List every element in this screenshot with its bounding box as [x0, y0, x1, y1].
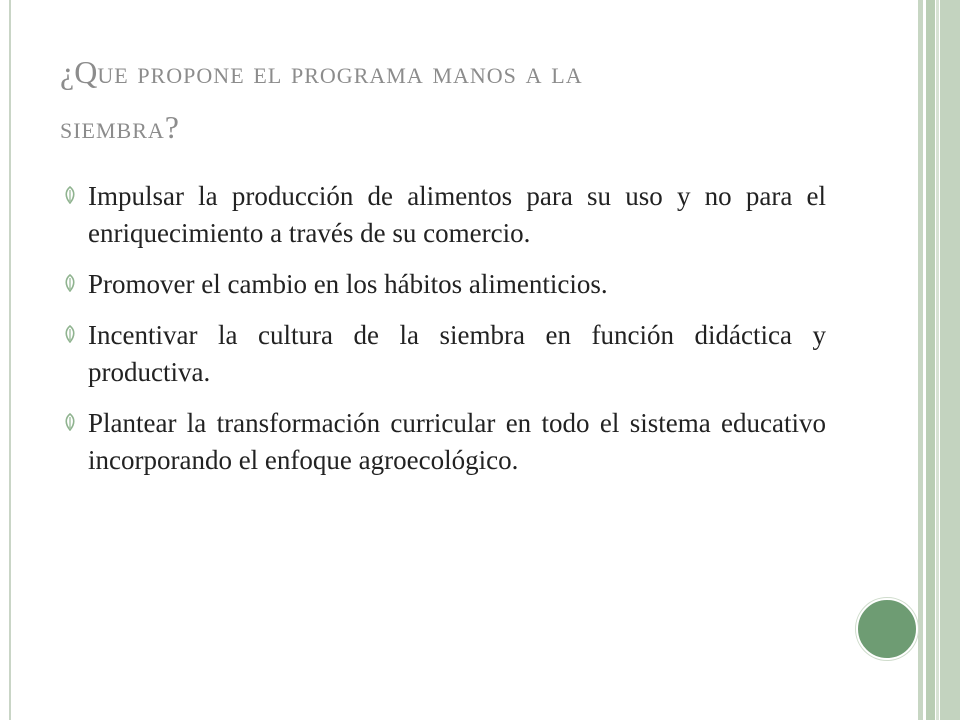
title-line2: siembra [60, 110, 165, 145]
leaf-bullet-icon [63, 413, 77, 431]
list-item [60, 266, 826, 303]
list-item [60, 405, 826, 479]
bullet-text: Plantear la transformación curricular en todo el sistema educativo incorporando el enfoque agroecológico. [88, 408, 826, 475]
leaf-bullet-icon [63, 274, 77, 292]
slide-title [60, 48, 860, 158]
decorative-stripe [926, 0, 935, 720]
decorative-stripe [918, 0, 923, 720]
list-item [60, 178, 826, 252]
left-border-line [9, 0, 11, 720]
bullet-text: Incentivar la cultura de la siembra en función didáctica y productiva. [88, 320, 826, 387]
title-initial: ¿Q [60, 54, 98, 90]
decorative-stripe [940, 0, 960, 720]
leaf-bullet-icon [63, 186, 77, 204]
bullet-text: Promover el cambio en los hábitos alimenticios. [88, 269, 608, 299]
leaf-bullet-icon [63, 325, 77, 343]
decorative-circle [856, 598, 918, 660]
list-item [60, 317, 826, 391]
decorative-stripe [936, 0, 939, 720]
title-line1-rest: ue propone el programa manos a la [97, 55, 583, 90]
bullet-list [60, 178, 826, 493]
bullet-text: Impulsar la producción de alimentos para su uso y no para el enriquecimiento a través de su comercio. [88, 181, 826, 248]
title-question-mark: ? [164, 109, 179, 145]
